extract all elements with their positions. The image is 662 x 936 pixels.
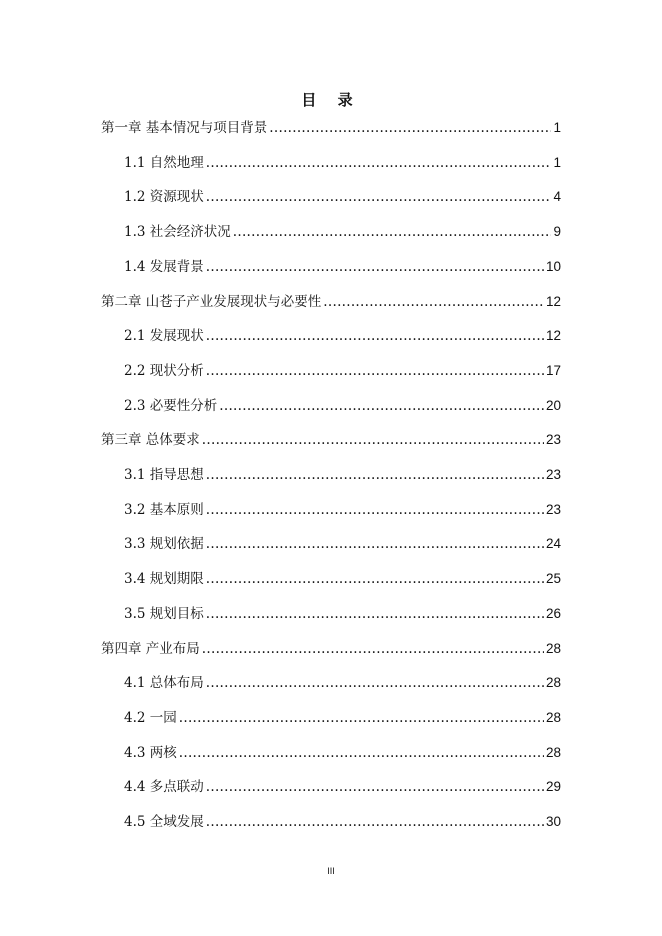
toc-section-entry[interactable] xyxy=(124,324,561,348)
toc-dot-leader xyxy=(206,359,544,383)
toc-entry-text: 1.4 发展背景 xyxy=(124,258,204,275)
toc-dot-leader xyxy=(179,706,544,730)
toc-page-number: 20 xyxy=(545,397,561,413)
toc-entry-text: 1.1 自然地理 xyxy=(124,154,204,171)
toc-page-number: 30 xyxy=(545,814,561,829)
toc-section-entry[interactable] xyxy=(124,220,561,244)
toc-dot-leader xyxy=(206,185,552,209)
toc-dot-leader xyxy=(206,151,552,175)
toc-dot-leader xyxy=(323,290,544,314)
toc-page-number: 24 xyxy=(545,536,561,552)
toc-entry-text: 第三章 总体要求 xyxy=(101,432,200,449)
toc-section-entry[interactable] xyxy=(124,498,561,522)
toc-dot-leader xyxy=(269,116,551,140)
toc-section-entry[interactable] xyxy=(124,532,561,556)
toc-dot-leader xyxy=(206,324,544,348)
toc-section-entry[interactable] xyxy=(124,567,561,591)
toc-dot-leader xyxy=(206,567,544,591)
toc-chapter-entry[interactable] xyxy=(101,428,561,452)
toc-page-number: 23 xyxy=(545,501,561,517)
toc-page-number: 1 xyxy=(553,154,561,170)
toc-page-number: 29 xyxy=(545,779,561,795)
toc-entry-text: 3.4 规划期限 xyxy=(124,571,204,588)
toc-entry-text: 4.5 全域发展 xyxy=(124,814,204,830)
toc-dot-leader xyxy=(206,810,544,834)
toc-section-entry[interactable] xyxy=(124,671,561,695)
toc-dot-leader xyxy=(179,741,544,765)
toc-page-number: 28 xyxy=(545,744,561,760)
toc-section-entry[interactable] xyxy=(124,394,561,418)
toc-entry-text: 第四章 产业布局 xyxy=(101,640,200,657)
toc-entry-text: 1.3 社会经济状况 xyxy=(124,224,231,241)
toc-section-entry[interactable] xyxy=(124,706,561,730)
toc-chapter-entry[interactable] xyxy=(101,290,561,314)
toc-entry-text: 3.5 规划目标 xyxy=(124,605,204,622)
toc-entry-text: 4.1 总体布局 xyxy=(124,675,204,692)
page-number: III xyxy=(327,866,335,876)
toc-page-number: 23 xyxy=(545,432,561,448)
toc-dot-leader xyxy=(206,671,544,695)
toc-section-entry[interactable] xyxy=(124,185,561,209)
toc-dot-leader xyxy=(219,394,544,418)
toc-entry-text: 2.2 现状分析 xyxy=(124,362,204,379)
toc-entry-text: 2.1 发展现状 xyxy=(124,328,204,345)
toc-page-number: 28 xyxy=(545,709,561,725)
toc-dot-leader xyxy=(202,428,544,452)
toc-page-number: 1 xyxy=(553,120,561,135)
toc-entry-text: 3.1 指导思想 xyxy=(124,467,204,483)
toc-page-number: 17 xyxy=(545,362,561,378)
toc-page-number: 23 xyxy=(545,467,561,482)
toc-entry-text: 第一章 基本情况与项目背景 xyxy=(101,120,268,136)
toc-page-number: 28 xyxy=(545,675,561,691)
toc-page-number: 9 xyxy=(553,224,561,240)
toc-entry-text: 第二章 山苍子产业发展现状与必要性 xyxy=(101,293,322,310)
toc-entry-text: 3.3 规划依据 xyxy=(124,536,204,553)
toc-entry-text: 3.2 基本原则 xyxy=(124,501,204,518)
toc-dot-leader xyxy=(206,255,544,279)
toc-entry-text: 1.2 资源现状 xyxy=(124,189,204,206)
toc-page-number: 26 xyxy=(545,605,561,621)
toc-chapter-entry[interactable] xyxy=(101,116,561,140)
toc-section-entry[interactable] xyxy=(124,463,561,487)
toc-dot-leader xyxy=(206,602,544,626)
toc-page-number: 28 xyxy=(545,640,561,656)
toc-page-number: 12 xyxy=(545,328,561,344)
toc-dot-leader xyxy=(202,637,544,661)
toc-section-entry[interactable] xyxy=(124,775,561,799)
toc-section-entry[interactable] xyxy=(124,359,561,383)
toc-dot-leader xyxy=(206,498,544,522)
toc-section-entry[interactable] xyxy=(124,810,561,834)
toc-dot-leader xyxy=(233,220,552,244)
toc-entry-text: 2.3 必要性分析 xyxy=(124,397,218,414)
toc-dot-leader xyxy=(206,532,544,556)
toc-dot-leader xyxy=(206,775,544,799)
toc-dot-leader xyxy=(206,463,544,487)
toc-entry-text: 4.4 多点联动 xyxy=(124,779,204,796)
toc-page-number: 10 xyxy=(545,258,561,274)
toc-section-entry[interactable] xyxy=(124,151,561,175)
toc-section-entry[interactable] xyxy=(124,741,561,765)
toc-page-number: 25 xyxy=(545,571,561,587)
toc-entry-text: 4.2 一园 xyxy=(124,709,177,726)
toc-page-number: 4 xyxy=(553,189,561,205)
toc-section-entry[interactable] xyxy=(124,602,561,626)
toc-chapter-entry[interactable] xyxy=(101,637,561,661)
toc-title: 目 录 xyxy=(301,91,361,109)
toc-entry-text: 4.3 两核 xyxy=(124,744,177,761)
toc-page-number: 12 xyxy=(545,293,561,309)
toc-section-entry[interactable] xyxy=(124,255,561,279)
